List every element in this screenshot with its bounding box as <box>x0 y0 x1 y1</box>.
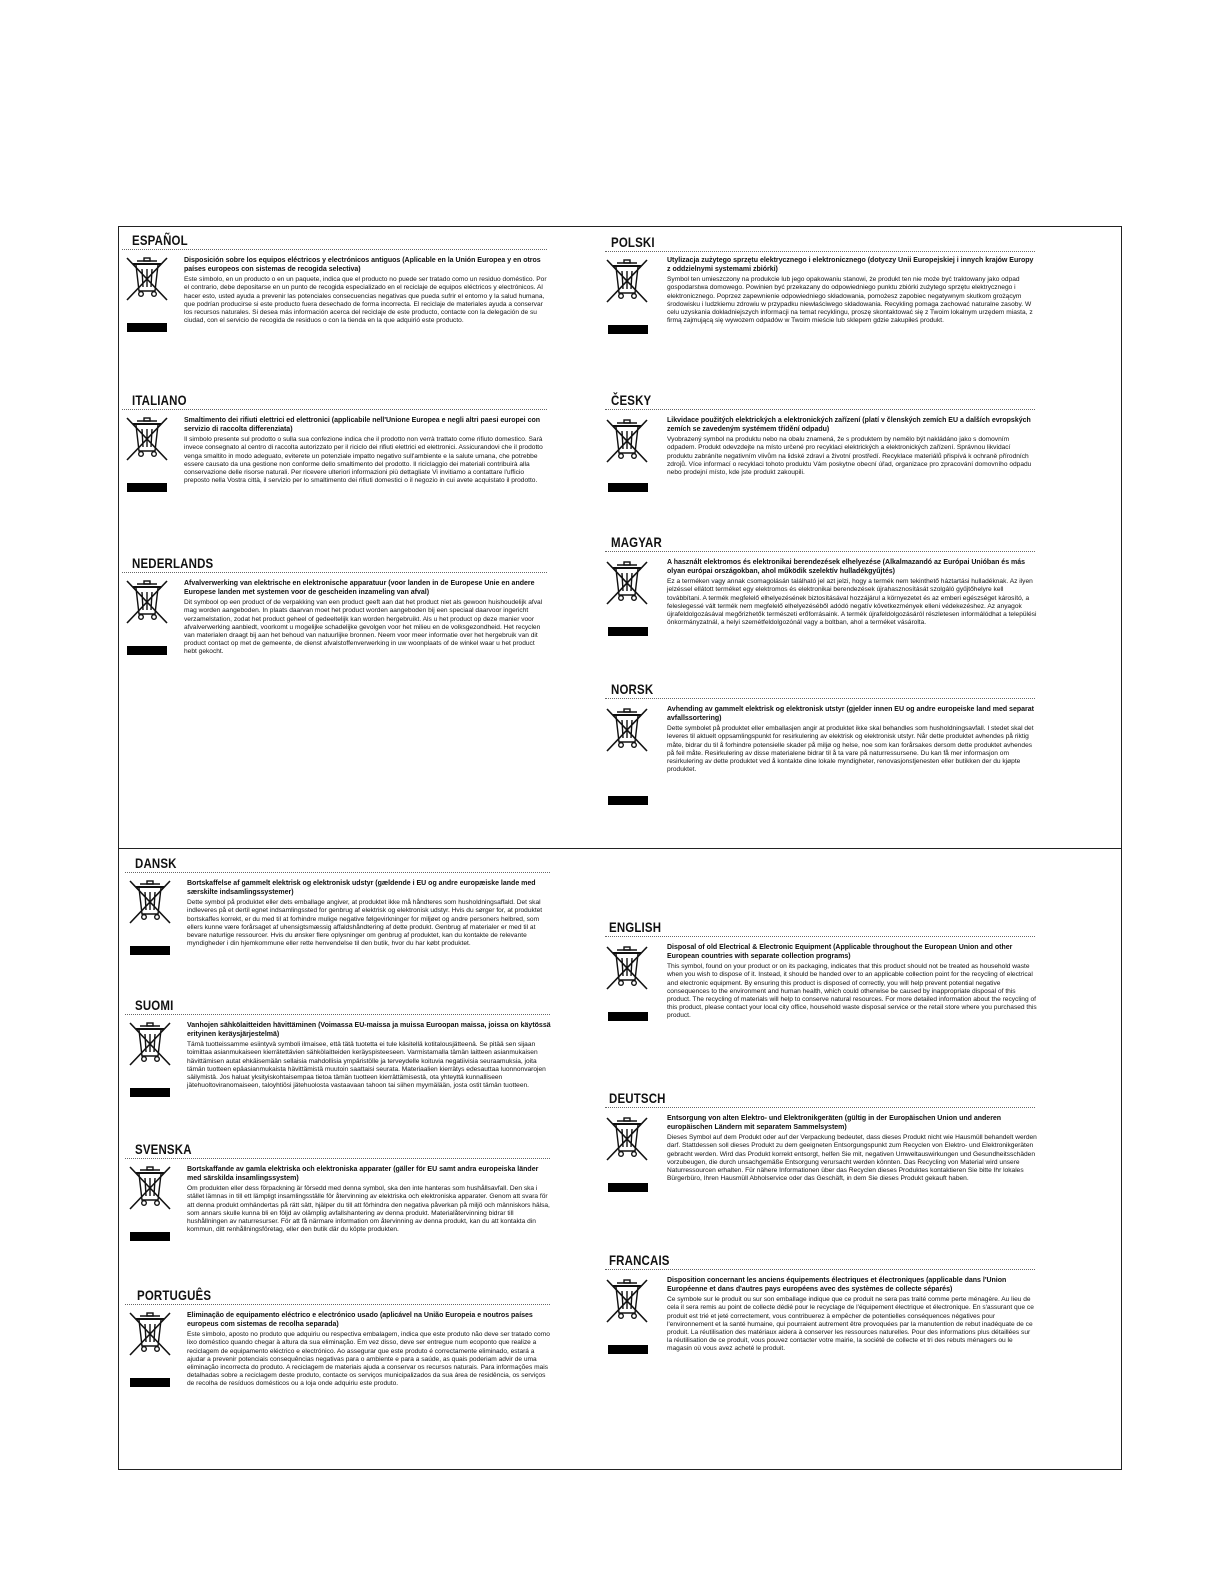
section-da <box>125 854 555 994</box>
section-sv <box>125 1140 555 1280</box>
section-title: Bortskaffelse af gammelt elektrisk og elektronisk udstyr (gældende i EU og andre europæiske lande med særskilte indsamlingssystemer) <box>187 880 536 896</box>
section-body: Vyobrazený symbol na produktu nebo na obalu znamená, že s produktem by nemělo být nakládáno jako s domovním odpadem. Produkt odevzdejte na místo určené pro recyklaci elektrických a elektronických zařízení. Správnou likvidací produktu zabráníte negativním vlivům na lidské zdraví a životní prostředí. Recyklace materiálů přispívá k ochraně přírodních zdrojů. Více informací o recyklaci tohoto produktu Vám poskytne obecní úřad, organizace pro zpracování domovního odpadu nebo prodejní místo, kde jste produkt zakoupili. <box>667 436 1032 476</box>
section-nl <box>122 554 552 714</box>
section-title: A használt elektromos és elektronikai berendezések elhelyezése (Alkalmazandó az Európai Unióban és más olyan európai országokban, ahol működik szelektív hulladékgyűjtés) <box>667 559 1026 575</box>
crossed-bin-icon-wrap <box>125 415 169 465</box>
language-heading: ITALIANO <box>132 392 187 408</box>
crossed-bin-icon <box>605 1277 649 1327</box>
black-bar <box>127 323 167 332</box>
section-body: Dit symbool op een product of de verpakking van een product geeft aan dat het product niet als gewoon huishoudelijk afval mag worden aangeboden. In plaats daarvan moet het product worden aangeboden bij een speciaal daarvoor ingericht verzamelstation, zodat het product geheel of gedeeltelijk kan worden hergebruikt. Als u het product op deze manier voor afvalverwerking aanbiedt, voorkomt u mogelijke schadelijke gevolgen voor het milieu en de volksgezondheid. Het recyclen van materialen draagt bij aan het behoud van natuurlijke bronnen. Neem voor meer informatie over het hergebruik van dit product contact op met de gemeente, de dienst afvalstoffenverwerking in uw woonplaats of de winkel waar u het product hebt gekocht. <box>184 599 543 656</box>
section-body: Dette symbolet på produktet eller emballasjen angir at produktet ikke skal behandles som husholdningsavfall. I stedet skal det leveres til aktuelt oppsamlingspunkt for resirkulering av elektrisk og elektronisk utstyr. Når dette produktet avhendes på riktig måte, bidrar du til å forhindre potensielle skader på miljø og helse, noe som kan forårsakes dersom dette produktet avhendes på feil måte. Resirkulering av disse materialene bidrar til å ta vare på naturressursene. Du kan få mer informasjon om resirkulering av dette produktet ved å kontakte dine lokale myndigheter, renovasjonstjenesten eller butikken der du kjøpte produktet. <box>667 725 1034 774</box>
section-pt <box>125 1286 555 1436</box>
section-en <box>605 918 1041 1068</box>
language-heading: DEUTSCH <box>609 1090 666 1106</box>
language-heading: FRANCAIS <box>609 1252 670 1268</box>
section-title: Smaltimento dei rifiuti elettrici ed elettronici (applicabile nell'Unione Europea e negli altri paesi europei con servizio di raccolta differenziata) <box>184 417 541 433</box>
crossed-bin-icon-wrap <box>128 1020 172 1070</box>
section-body: Tämä tuotteissamme esiintyvä symboli ilmaisee, että tätä tuotetta ei tule käsitellä kotitalousjätteenä. Se pitää sen sijaan toimittaa asianmukaiseen kierrätettävien sähkölaitteiden keräyspisteeseen. Varmistamalla tämän laitteen asianmukaisen hävittämisen autat ehkäisemään sellaisia mahdollisia ympäristölle ja terveydelle koituvia negatiivisia seuraamuksia, joita tämän tuotteen epäasianmukaista hävittämistä muutoin saattaisi seurata. Materiaalien kierrätys edesauttaa luonnonvarojen säilymistä. Jos haluat yksityiskohtaisempaa tietoa tämän tuotteen kierrättämisestä, ota yhteyttä kunnalliseen jätehuoltoviranomaiseen, taloyhtiösi jätehuolosta vastaavaan tahoon tai siihen myymälään, josta ostit tämän tuotteen. <box>187 1041 546 1090</box>
language-heading: ČESKY <box>611 392 652 408</box>
section-no <box>605 680 1041 840</box>
crossed-bin-icon <box>605 417 649 467</box>
section-body: Ce symbole sur le produit ou sur son emballage indique que ce produit ne sera pas traité comme perte ménagère. Au lieu de cela il sera remis au point de collecte dédié pour le recyclage de l'équipement électrique et électronique. En s'assurant que ce produit est trié et jeté correctement, vous contribuerez à empêcher de potentielles conséquences négatives pour l'environnement et la santé humaine, qui pourraient autrement être provoquées par la manutention de rebut inadéquate de ce produit. La réutilisation des matériaux aidera à conserver les ressources naturelles. Pour des informations plus détaillées sur la réutilisation de ce produit, vous pouvez contacter votre mairie, la société de collecte et tri des rebuts ménagers ou le magasin où vous avez acheté le produit. <box>667 1296 1034 1353</box>
section-body: Este símbolo, en un producto o en un paquete, indica que el producto no puede ser tratado como un residuo doméstico. Por el contrario, debe depositarse en un punto de recogida especializado en el reciclaje de equipos eléctricos y electrónicos. Al hacer esto, usted ayuda a prevenir las potenciales consecuencias negativas que pueda sufrir el entorno y la salud humana, que podrían producirse si este producto fuera desechado de forma incorrecta. El reciclaje de materiales ayuda a conservar los recursos naturales. Si desea más información acerca del reciclaje de este producto, contacte con la delegación de su ciudad, con el servicio de recogida de residuos o con la tienda en la que adquirió este producto. <box>184 276 547 325</box>
section-title: Likvidace použitých elektrických a elektronických zařízení (platí v členských zemích EU a dalších evropských zemích se zavedeným systémem třídění odpadu) <box>667 417 1031 433</box>
crossed-bin-icon <box>128 1164 172 1214</box>
crossed-bin-icon <box>605 559 649 609</box>
crossed-bin-icon-wrap <box>605 1277 649 1327</box>
section-body: Dieses Symbol auf dem Produkt oder auf der Verpackung bedeutet, dass dieses Produkt nicht wie Hausmüll behandelt werden darf. Stattdessen soll dieses Produkt zu dem geeigneten Entsorgungspunkt zum Recyclen von Elektro- und Elektronikgeräten gebracht werden. Wird das Produkt korrekt entsorgt, helfen Sie mit, negativen Umweltauswirkungen und Gesundheitsschäden vorzubeugen, die durch unsachgemäße Entsorgung verursacht werden könnten. Das Recycling von Material wird unsere Naturressourcen erhalten. Für nähere Informationen über das Recyclen dieses Produktes kontaktieren Sie bitte Ihr lokales Bürgerbüro, Ihren Hausmüll Abholservice oder das Geschäft, in dem Sie dieses Produkt gekauft haben. <box>667 1134 1037 1183</box>
crossed-bin-icon-wrap <box>605 417 649 467</box>
section-title: Bortskaffande av gamla elektriska och elektroniska apparater (gäller för EU samt andra europeiska länder med särskilda insamlingssystem) <box>187 1166 539 1182</box>
crossed-bin-icon-wrap <box>125 578 169 628</box>
crossed-bin-icon <box>125 255 169 305</box>
crossed-bin-icon <box>605 257 649 307</box>
black-bar <box>127 483 167 492</box>
crossed-bin-icon <box>605 1115 649 1165</box>
crossed-bin-icon-wrap <box>605 257 649 307</box>
sheet-divider <box>119 848 1121 849</box>
black-bar <box>130 946 170 955</box>
section-title: Entsorgung von alten Elektro- und Elektronikgeräten (gültig in der Europäischen Union und anderen europäischen Ländern mit separatem Sammelsystem) <box>667 1115 1002 1131</box>
section-de <box>605 1089 1041 1239</box>
section-body: Este símbolo, aposto no produto que adquiriu ou respectiva embalagem, indica que este produto não deve ser tratado como lixo doméstico quando chegar à altura da sua eliminação. Em vez disso, deve ser entregue num ecoponto que realize a reciclagem de equipamento eléctrico e electrónico. Ao assegurar que este produto é correctamente eliminado, estará a ajudar a prevenir potenciais consequências negativas para o ambiente e para a saúde, as quais poderiam advir de uma eliminação incorrecta do produto. A reciclagem de materiais ajuda a conservar os recursos naturais. Para informações mais detalhadas sobre a reciclagem deste produto, contacte os serviços municipalizados da sua área de residência, os serviços de recolha de resíduos domésticos ou a loja onde adquiriu este produto. <box>187 1331 550 1388</box>
black-bar <box>608 483 648 492</box>
language-heading: NORSK <box>611 681 654 697</box>
language-heading: ESPAÑOL <box>132 232 188 248</box>
crossed-bin-icon <box>128 1020 172 1070</box>
crossed-bin-icon <box>125 415 169 465</box>
section-body: Symbol ten umieszczony na produkcie lub jego opakowaniu stanowi, że produkt ten nie może być traktowany jako odpad gospodarstwa domowego. Powinien być przekazany do odpowiedniego punktu zbiórki zużytego sprzętu elektrycznego i elektronicznego. Poprzez zapewnienie odpowiedniego składowania, pomożesz zapobiec negatywnym skutkom grożącym środowisku i ludzkiemu zdrowiu w przypadku niewłaściwego składowania. Recykling pomaga zachować naturalne zasoby. W celu uzyskania dokładniejszych informacji na temat recyklingu, proszę skontaktować się z Twoim lokalnym urzędem miasta, z firmą zajmującą się wywozem odpadów w Twoim mieście lub sklepem gdzie zakupiłeś produkt. <box>667 276 1033 325</box>
black-bar <box>608 627 648 636</box>
section-body: This symbol, found on your product or on its packaging, indicates that this product should not be treated as household waste when you wish to dispose of it. Instead, it should be handed over to an applicable collection point for the recycling of electrical and electronic equipment. By ensuring this product is disposed of correctly, you will help prevent potential negative consequences to the environment and human health, which could otherwise be caused by inappropriate disposal of this product. The recycling of materials will help to conserve natural resources. For more detailed information about the recycling of this product, please contact your local city office, household waste disposal service or the retail store where you purchased this product. <box>667 963 1037 1020</box>
crossed-bin-icon-wrap <box>128 1164 172 1214</box>
black-bar <box>130 1232 170 1241</box>
section-body: Il simbolo presente sul prodotto o sulla sua confezione indica che il prodotto non verrà trattato come rifiuto domestico. Sarà invece consegnato al centro di raccolta autorizzato per il riciclo dei rifiuti elettrici ed elettronici. Assicurandovi che il prodotto venga smaltito in modo adeguato, eviterete un potenziale impatto negativo sull'ambiente e la salute umana, che potrebbe essere causato da una gestione non conforme dello smaltimento del prodotto. Il riciclaggio dei materiali contribuirà alla conservazione delle risorse naturali. Per ricevere ulteriori informazioni più dettagliate Vi invitiamo a contattare l'ufficio preposto nella Vostra città, il servizio per lo smaltimento dei rifiuti domestici o il negozio in cui avete acquistato il prodotto. <box>184 436 543 485</box>
section-pl <box>605 231 1041 381</box>
crossed-bin-icon-wrap <box>125 255 169 305</box>
black-bar <box>127 646 167 655</box>
black-bar <box>608 1345 648 1354</box>
language-heading: SVENSKA <box>135 1141 192 1157</box>
section-body: Dette symbol på produktet eller dets emballage angiver, at produktet ikke må håndteres som husholdningsaffald. Det skal indleveres på et dertil egnet indsamlingssted for genbrug af elektrisk og elektronisk udstyr. Hvis du sørger for, at produktet bortskaffes korrekt, er du med til at forhindre mulige negative følgevirkninger for miljøet og andre personers helbred, som ellers kunne være forårsaget af uhensigtsmæssig affaldshåndtering af dette produkt. Genbrug af materialer er med til at bevare naturlige ressourcer. Hvis du ønsker flere oplysninger om genbrug af produktet, kan du kontakte de relevante myndigheder i din hjemkommune eller rette henvendelse til den butik, hvor du har købt produktet. <box>187 899 543 948</box>
language-heading: PORTUGUÊS <box>137 1287 212 1303</box>
black-bar <box>608 1012 648 1021</box>
language-heading: SUOMI <box>135 997 174 1013</box>
section-title: Disposition concernant les anciens équipements électriques et électroniques (applicable dans l'Union Européenne et dans d'autres pays européens avec des systèmes de collecte séparés) <box>667 1277 1007 1293</box>
black-bar <box>130 1088 170 1097</box>
section-body: Om produkten eller dess förpackning är försedd med denna symbol, ska den inte hanteras som hushållsavfall. Den ska i stället lämnas in till ett lämpligt insamlingsställe för återvinning av elektriska och elektroniska apparater. Genom att svara för att denna produkt omhändertas på rätt sätt, hjälper du till att förhindra den negativa påverkan på miljö och människors hälsa, som annars skulle kunna bli en följd av olämplig avfallshantering av denna produkt. Materialåtervinning bidrar till hushållningen av naturresurser. För att få närmare information om återvinning av denna produkt, kan du att kontakta din kommun, ditt renhållningsföretag, eller den butik där du köpte produkten. <box>187 1185 550 1234</box>
crossed-bin-icon-wrap <box>605 944 649 994</box>
crossed-bin-icon <box>128 878 172 928</box>
section-title: Avhending av gammelt elektrisk og elektronisk utstyr (gjelder innen EU og andre europeiske land med separat avfallssortering) <box>667 706 1034 722</box>
section-title: Utylizacja zużytego sprzętu elektrycznego i elektronicznego (dotyczy Unii Europejskiej i innych krajów Europy z oddzielnymi systemami zbiórki) <box>667 257 1034 273</box>
section-title: Vanhojen sähkölaitteiden hävittäminen (Voimassa EU-maissa ja muissa Euroopan maissa, joissa on käytössä erityinen keräysjärjestelmä) <box>187 1022 551 1038</box>
crossed-bin-icon <box>605 944 649 994</box>
black-bar <box>608 796 648 805</box>
crossed-bin-icon <box>128 1310 172 1360</box>
crossed-bin-icon-wrap <box>128 1310 172 1360</box>
crossed-bin-icon-wrap <box>128 878 172 928</box>
crossed-bin-icon-wrap <box>605 559 649 609</box>
section-title: Disposición sobre los equipos eléctricos y electrónicos antiguos (Aplicable en la Unión Europea y en otros países europeos con sistemas de recogida selectiva) <box>184 257 541 273</box>
language-heading: NEDERLANDS <box>132 555 214 571</box>
section-body: Ez a terméken vagy annak csomagolásán található jel azt jelzi, hogy a termék nem tekinthető háztartási hulladéknak. Az ilyen jelzéssel ellátott terméket egy elektromos és elektronikai berendezések újrahasznosítását szolgáló gyűjtőhelyre kell továbbítani. A termék megfelelő elhelyezésének biztosításával hozzájárul a környezetet és az emberi egészséget károsító, a feleslegessé vált termék nem megfelelő elhelyezéséből adódó negatív következmények elleni védekezéshez. Az anyagok újrafeldolgozásával megőrizhetők természeti erőforrásaink. A termék újrafeldolgozásáról részletesen informálódhat a települési önkormányzatnál, a helyi szemétfeldolgozónál vagy a boltban, ahol a terméket vásárolta. <box>667 578 1037 627</box>
section-fr <box>605 1251 1041 1411</box>
crossed-bin-icon <box>125 578 169 628</box>
section-es <box>122 231 552 381</box>
section-hu <box>605 533 1041 673</box>
language-heading: ENGLISH <box>609 919 662 935</box>
crossed-bin-icon-wrap <box>605 1115 649 1165</box>
black-bar <box>130 1378 170 1387</box>
language-heading: POLSKI <box>611 234 655 250</box>
crossed-bin-icon-wrap <box>605 706 649 756</box>
black-bar <box>608 325 648 334</box>
language-heading: DANSK <box>135 855 177 871</box>
section-cz <box>605 391 1041 521</box>
crossed-bin-icon <box>605 706 649 756</box>
section-title: Disposal of old Electrical & Electronic Equipment (Applicable throughout the European Union and other European countries with separate collection programs) <box>667 944 1013 960</box>
language-heading: MAGYAR <box>611 534 662 550</box>
section-title: Eliminação de equipamento eléctrico e electrónico usado (aplicável na União Europeia e noutros países europeus com sistemas de recolha separada) <box>187 1312 533 1328</box>
section-fi <box>125 996 555 1136</box>
black-bar <box>608 1183 648 1192</box>
section-title: Afvalverwerking van elektrische en elektronische apparatuur (voor landen in de Europese Unie en andere Europese landen met systemen voor de gescheiden inzameling van afval) <box>184 580 535 596</box>
section-it <box>122 391 552 541</box>
